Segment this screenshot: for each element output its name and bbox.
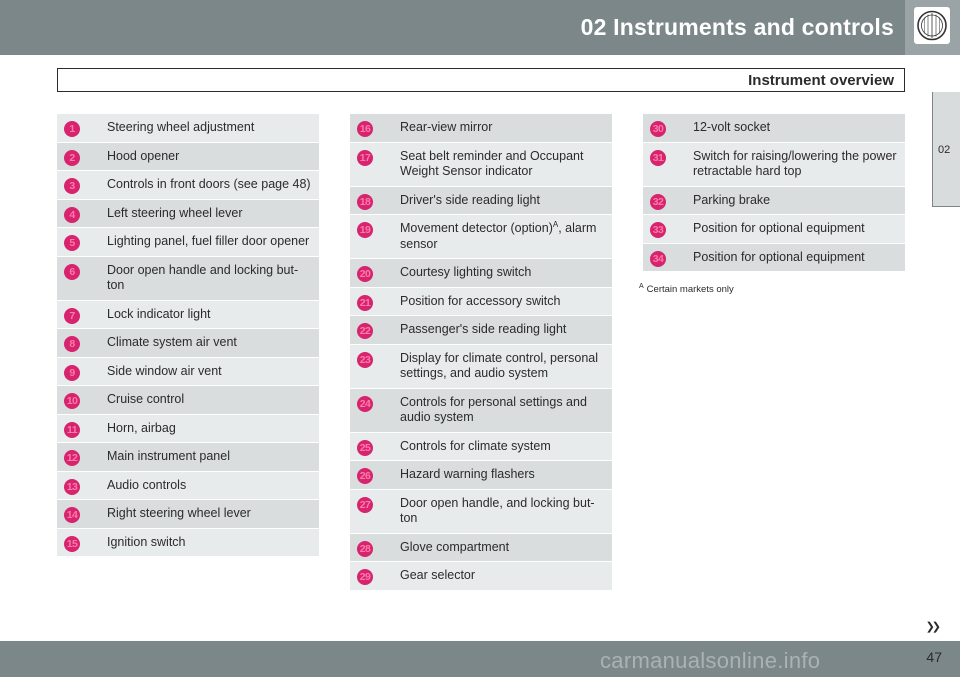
callout-number-badge: 15 — [64, 536, 80, 552]
item-description: Hazard warning flashers — [400, 467, 535, 481]
item-description: Controls for climate system — [400, 438, 551, 453]
list-item — [350, 142, 612, 186]
item-description: Position for optional equipment — [693, 249, 865, 264]
list-item — [350, 315, 612, 344]
list-item — [350, 489, 612, 533]
list-item — [57, 328, 319, 357]
callout-number-badge: 12 — [64, 450, 80, 466]
page-number: 47 — [926, 649, 942, 665]
callout-number-badge: 8 — [64, 336, 80, 352]
item-description: Lighting panel, fuel filler door opener — [107, 234, 310, 248]
list-item — [57, 442, 319, 471]
item-description: Parking brake — [693, 192, 771, 207]
item-description: 12-volt socket — [693, 120, 771, 134]
item-description: Position for optional equipment — [693, 221, 865, 235]
chapter-title: 02 Instruments and controls — [580, 14, 894, 40]
list-item — [57, 528, 319, 557]
callout-number-badge: 23 — [357, 352, 373, 368]
watermark: carmanualsonline.info — [600, 648, 821, 673]
list-item — [643, 214, 905, 243]
callout-number-badge: 34 — [650, 251, 666, 267]
list-item — [57, 414, 319, 443]
item-description: Steering wheel adjustment — [107, 120, 255, 134]
list-item — [350, 344, 612, 388]
list-item — [350, 258, 612, 287]
header-bar — [0, 0, 960, 55]
item-description: Driver's side reading light — [400, 192, 540, 207]
item-description: Door open handle, and locking but-ton — [400, 495, 595, 525]
item-description: Position for accessory switch — [400, 293, 561, 308]
item-description: Lock indicator light — [107, 306, 211, 321]
callout-number-badge: 30 — [650, 121, 666, 137]
list-item — [643, 114, 905, 142]
callout-number-badge: 9 — [64, 365, 80, 381]
callout-number-badge: 6 — [64, 264, 80, 280]
callout-number-badge: 29 — [357, 569, 373, 585]
list-item — [350, 186, 612, 215]
list-item — [350, 388, 612, 432]
item-description: Cruise control — [107, 392, 185, 406]
item-description: Movement detector (option)$^A$, alarm sensor — [400, 219, 597, 251]
item-description: Controls for personal settings and audio system — [400, 394, 587, 424]
callout-number-badge: 13 — [64, 479, 80, 495]
list-item — [57, 357, 319, 386]
callout-number-badge: 31 — [650, 150, 666, 166]
callout-number-badge: 5 — [64, 235, 80, 251]
callout-number-badge: 26 — [357, 468, 373, 484]
overview-list-column-3 — [643, 114, 905, 271]
item-description: Side window air vent — [107, 363, 222, 378]
callout-number-badge: 17 — [357, 150, 373, 166]
item-description: Left steering wheel lever — [107, 205, 243, 220]
item-description: Right steering wheel lever — [107, 506, 251, 520]
list-item — [57, 142, 319, 171]
list-item — [57, 256, 319, 300]
callout-number-badge: 18 — [357, 194, 373, 210]
list-item — [643, 142, 905, 186]
item-description: Gear selector — [400, 568, 476, 582]
item-description: Passenger's side reading light — [400, 322, 567, 336]
callout-number-badge: 10 — [64, 393, 80, 409]
list-item — [57, 471, 319, 500]
list-item — [643, 186, 905, 215]
callout-number-badge: 7 — [64, 308, 80, 324]
callout-number-badge: 28 — [357, 541, 373, 557]
item-description: Rear-view mirror — [400, 120, 493, 134]
footnote: $^A$ Certain markets only — [639, 283, 734, 296]
footnote-marker: A — [639, 283, 644, 290]
list-item — [350, 561, 612, 590]
section-title: Instrument overview — [748, 72, 894, 89]
item-description: Horn, airbag — [107, 420, 176, 435]
callout-number-badge: 32 — [650, 194, 666, 210]
callout-number-badge: 21 — [357, 295, 373, 311]
list-item — [57, 114, 319, 142]
callout-number-badge: 1 — [64, 121, 80, 137]
callout-number-badge: 16 — [357, 121, 373, 137]
callout-number-badge: 33 — [650, 222, 666, 238]
list-item — [57, 385, 319, 414]
overview-list-column-2 — [350, 114, 612, 590]
list-item — [57, 300, 319, 329]
item-description: Courtesy lighting switch — [400, 265, 532, 279]
item-description: Switch for raising/lowering the power retractable hard top — [693, 148, 897, 178]
item-description: Ignition switch — [107, 534, 186, 549]
list-item — [57, 227, 319, 256]
item-description: Main instrument panel — [107, 449, 230, 463]
list-item — [57, 499, 319, 528]
item-description: Display for climate control, personal settings, and audio system — [400, 350, 598, 380]
callout-number-badge: 27 — [357, 497, 373, 513]
item-description: Hood opener — [107, 148, 180, 163]
callout-number-badge: 22 — [357, 323, 373, 339]
callout-number-badge: 19 — [357, 222, 373, 238]
brand-logo-icon — [914, 7, 950, 44]
list-item — [643, 243, 905, 272]
list-item — [350, 214, 612, 258]
callout-number-badge: 11 — [64, 422, 80, 438]
callout-number-badge: 14 — [64, 507, 80, 523]
item-description: Glove compartment — [400, 539, 510, 554]
item-description: Seat belt reminder and Occupant Weight Sensor indicator — [400, 148, 584, 178]
list-item — [350, 114, 612, 142]
list-item — [57, 199, 319, 228]
callout-number-badge: 25 — [357, 440, 373, 456]
next-page-arrows-icon[interactable]: ❯❯ — [925, 621, 938, 633]
callout-number-badge: 20 — [357, 266, 373, 282]
item-description: Controls in front doors (see page 48) — [107, 177, 311, 191]
section-header — [57, 68, 905, 92]
item-description: Door open handle and locking but-ton — [107, 262, 299, 292]
overview-list-column-1 — [57, 114, 319, 556]
list-item — [350, 287, 612, 316]
list-item — [350, 460, 612, 489]
callout-number-badge: 4 — [64, 207, 80, 223]
item-description: Climate system air vent — [107, 335, 237, 349]
list-item — [350, 432, 612, 461]
list-item — [57, 170, 319, 199]
callout-number-badge: 3 — [64, 178, 80, 194]
callout-number-badge: 2 — [64, 150, 80, 166]
list-item — [350, 533, 612, 562]
item-description: Audio controls — [107, 477, 187, 492]
callout-number-badge: 24 — [357, 396, 373, 412]
footnote-marker: A — [552, 219, 559, 229]
chapter-side-tab-label: 02 — [938, 144, 951, 156]
